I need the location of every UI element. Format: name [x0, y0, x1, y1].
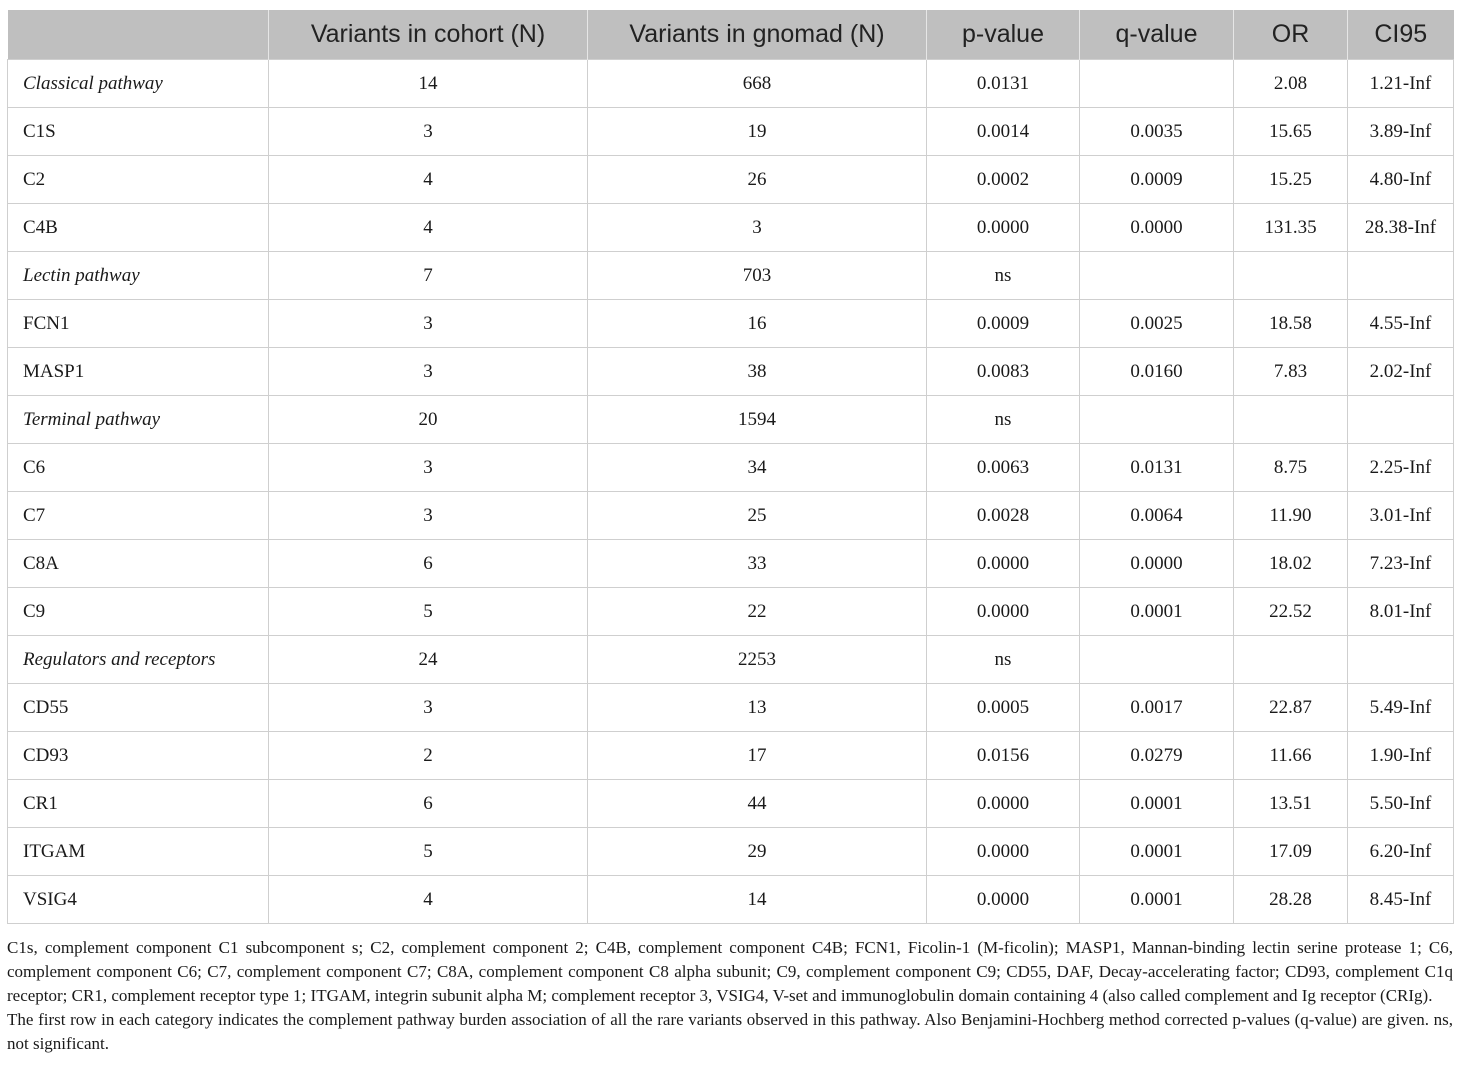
cell-gene: C7 [8, 492, 269, 540]
cell-or: 7.83 [1234, 348, 1348, 396]
table-row [8, 444, 1454, 492]
header-or: OR [1234, 10, 1348, 60]
cell-gene: FCN1 [8, 300, 269, 348]
cell-variants-cohort: 5 [269, 828, 588, 876]
cell-ci95: 1.90-Inf [1348, 732, 1454, 780]
header-variants-cohort: Variants in cohort (N) [269, 10, 588, 60]
cell-p-value: 0.0000 [927, 876, 1080, 924]
table-header [8, 10, 1454, 60]
table-footnote [7, 936, 1453, 1056]
cell-variants-gnomad: 33 [588, 540, 927, 588]
cell-ci95: 2.25-Inf [1348, 444, 1454, 492]
cell-variants-gnomad: 38 [588, 348, 927, 396]
cell-q-value: 0.0001 [1080, 828, 1234, 876]
header-gene [8, 10, 269, 60]
table-row [8, 108, 1454, 156]
cell-gene: Regulators and receptors [8, 636, 269, 684]
cell-variants-gnomad: 25 [588, 492, 927, 540]
cell-q-value: 0.0001 [1080, 588, 1234, 636]
cell-or: 11.66 [1234, 732, 1348, 780]
cell-q-value: 0.0017 [1080, 684, 1234, 732]
cell-variants-cohort: 3 [269, 684, 588, 732]
cell-or: 11.90 [1234, 492, 1348, 540]
cell-variants-cohort: 4 [269, 876, 588, 924]
cell-ci95 [1348, 252, 1454, 300]
cell-q-value: 0.0160 [1080, 348, 1234, 396]
cell-ci95: 3.01-Inf [1348, 492, 1454, 540]
category-row [8, 60, 1454, 108]
header-variants-gnomad: Variants in gnomad (N) [588, 10, 927, 60]
cell-or: 131.35 [1234, 204, 1348, 252]
table-row [8, 588, 1454, 636]
cell-p-value: 0.0000 [927, 780, 1080, 828]
cell-q-value [1080, 252, 1234, 300]
cell-variants-gnomad: 703 [588, 252, 927, 300]
cell-or: 17.09 [1234, 828, 1348, 876]
table-row [8, 732, 1454, 780]
table-body [8, 60, 1454, 924]
cell-variants-gnomad: 17 [588, 732, 927, 780]
table-row [8, 540, 1454, 588]
cell-variants-gnomad: 44 [588, 780, 927, 828]
cell-p-value: 0.0063 [927, 444, 1080, 492]
cell-p-value: 0.0000 [927, 204, 1080, 252]
cell-or [1234, 252, 1348, 300]
cell-variants-cohort: 14 [269, 60, 588, 108]
cell-variants-cohort: 24 [269, 636, 588, 684]
cell-gene: C6 [8, 444, 269, 492]
cell-gene: CD55 [8, 684, 269, 732]
cell-variants-gnomad: 26 [588, 156, 927, 204]
table-row [8, 156, 1454, 204]
cell-or: 13.51 [1234, 780, 1348, 828]
cell-variants-cohort: 3 [269, 108, 588, 156]
cell-p-value: 0.0028 [927, 492, 1080, 540]
cell-ci95: 4.80-Inf [1348, 156, 1454, 204]
header-ci95: CI95 [1348, 10, 1454, 60]
cell-ci95: 4.55-Inf [1348, 300, 1454, 348]
cell-variants-gnomad: 29 [588, 828, 927, 876]
cell-or [1234, 396, 1348, 444]
cell-or: 28.28 [1234, 876, 1348, 924]
cell-ci95: 6.20-Inf [1348, 828, 1454, 876]
cell-variants-gnomad: 14 [588, 876, 927, 924]
cell-q-value [1080, 636, 1234, 684]
cell-variants-gnomad: 19 [588, 108, 927, 156]
cell-variants-gnomad: 16 [588, 300, 927, 348]
cell-ci95: 2.02-Inf [1348, 348, 1454, 396]
cell-or: 22.87 [1234, 684, 1348, 732]
cell-gene: Lectin pathway [8, 252, 269, 300]
cell-or: 18.02 [1234, 540, 1348, 588]
cell-variants-cohort: 3 [269, 492, 588, 540]
cell-gene: C9 [8, 588, 269, 636]
cell-ci95: 5.50-Inf [1348, 780, 1454, 828]
cell-variants-gnomad: 22 [588, 588, 927, 636]
category-row [8, 252, 1454, 300]
cell-q-value: 0.0000 [1080, 204, 1234, 252]
table-row [8, 492, 1454, 540]
cell-ci95: 8.45-Inf [1348, 876, 1454, 924]
cell-p-value: 0.0009 [927, 300, 1080, 348]
cell-ci95 [1348, 396, 1454, 444]
cell-p-value: ns [927, 636, 1080, 684]
cell-gene: C8A [8, 540, 269, 588]
cell-variants-cohort: 20 [269, 396, 588, 444]
cell-gene: CD93 [8, 732, 269, 780]
cell-gene: CR1 [8, 780, 269, 828]
cell-gene: Classical pathway [8, 60, 269, 108]
cell-gene: Terminal pathway [8, 396, 269, 444]
cell-q-value: 0.0064 [1080, 492, 1234, 540]
cell-ci95: 5.49-Inf [1348, 684, 1454, 732]
cell-ci95: 7.23-Inf [1348, 540, 1454, 588]
complement-variants-table [7, 10, 1454, 924]
category-row [8, 636, 1454, 684]
cell-variants-cohort: 3 [269, 300, 588, 348]
cell-q-value: 0.0001 [1080, 876, 1234, 924]
cell-or: 2.08 [1234, 60, 1348, 108]
cell-gene: C1S [8, 108, 269, 156]
cell-variants-cohort: 4 [269, 156, 588, 204]
cell-ci95 [1348, 636, 1454, 684]
cell-q-value: 0.0279 [1080, 732, 1234, 780]
cell-variants-cohort: 3 [269, 348, 588, 396]
cell-variants-gnomad: 2253 [588, 636, 927, 684]
cell-variants-cohort: 4 [269, 204, 588, 252]
cell-p-value: 0.0002 [927, 156, 1080, 204]
table-row [8, 780, 1454, 828]
cell-gene: C4B [8, 204, 269, 252]
table-row [8, 876, 1454, 924]
footnote-note: The first row in each category indicates the complement pathway burden association of all the rare variants observed in this pathway. Also Benjamini-Hochberg method corrected p-values (q-value) are given. ns, not significant. [7, 1010, 1453, 1053]
table-row [8, 828, 1454, 876]
cell-p-value: 0.0014 [927, 108, 1080, 156]
cell-or: 18.58 [1234, 300, 1348, 348]
cell-q-value: 0.0001 [1080, 780, 1234, 828]
table-row [8, 204, 1454, 252]
cell-variants-cohort: 3 [269, 444, 588, 492]
cell-ci95: 1.21-Inf [1348, 60, 1454, 108]
cell-p-value: 0.0083 [927, 348, 1080, 396]
cell-or: 8.75 [1234, 444, 1348, 492]
cell-q-value: 0.0025 [1080, 300, 1234, 348]
cell-or [1234, 636, 1348, 684]
cell-p-value: ns [927, 396, 1080, 444]
cell-variants-gnomad: 13 [588, 684, 927, 732]
cell-p-value: ns [927, 252, 1080, 300]
cell-or: 15.25 [1234, 156, 1348, 204]
cell-gene: C2 [8, 156, 269, 204]
cell-gene: MASP1 [8, 348, 269, 396]
data-table-container [7, 10, 1453, 924]
cell-q-value: 0.0131 [1080, 444, 1234, 492]
cell-p-value: 0.0131 [927, 60, 1080, 108]
cell-variants-gnomad: 668 [588, 60, 927, 108]
category-row [8, 396, 1454, 444]
header-q-value: q-value [1080, 10, 1234, 60]
cell-q-value: 0.0035 [1080, 108, 1234, 156]
cell-variants-cohort: 5 [269, 588, 588, 636]
cell-q-value: 0.0009 [1080, 156, 1234, 204]
cell-variants-gnomad: 34 [588, 444, 927, 492]
cell-p-value: 0.0005 [927, 684, 1080, 732]
cell-ci95: 28.38-Inf [1348, 204, 1454, 252]
footnote-abbreviations: C1s, complement component C1 subcomponent s; C2, complement component 2; C4B, complement component C4B; FCN1, Ficolin-1 (M-ficolin); MASP1, Mannan-binding lectin serine protease 1; C6, complement component C6; C7, complement component C7; C8A, complement component C8 alpha subunit; C9, complement component C9; CD55, DAF, Decay-accelerating factor; CD93, complement C1q receptor; CR1, complement receptor type 1; ITGAM, integrin subunit alpha M; complement receptor 3, VSIG4, V-set and immunoglobulin domain containing 4 (also called complement and Ig receptor (CRIg). [7, 938, 1453, 1005]
cell-p-value: 0.0000 [927, 588, 1080, 636]
cell-ci95: 8.01-Inf [1348, 588, 1454, 636]
cell-gene: VSIG4 [8, 876, 269, 924]
table-row [8, 348, 1454, 396]
cell-p-value: 0.0000 [927, 828, 1080, 876]
cell-variants-cohort: 6 [269, 540, 588, 588]
header-p-value: p-value [927, 10, 1080, 60]
cell-q-value [1080, 396, 1234, 444]
cell-or: 15.65 [1234, 108, 1348, 156]
cell-or: 22.52 [1234, 588, 1348, 636]
cell-p-value: 0.0000 [927, 540, 1080, 588]
header-row [8, 10, 1454, 60]
cell-gene: ITGAM [8, 828, 269, 876]
cell-ci95: 3.89-Inf [1348, 108, 1454, 156]
cell-q-value [1080, 60, 1234, 108]
cell-variants-gnomad: 1594 [588, 396, 927, 444]
table-row [8, 300, 1454, 348]
cell-variants-cohort: 2 [269, 732, 588, 780]
cell-variants-cohort: 6 [269, 780, 588, 828]
cell-variants-cohort: 7 [269, 252, 588, 300]
table-row [8, 684, 1454, 732]
cell-variants-gnomad: 3 [588, 204, 927, 252]
cell-p-value: 0.0156 [927, 732, 1080, 780]
cell-q-value: 0.0000 [1080, 540, 1234, 588]
